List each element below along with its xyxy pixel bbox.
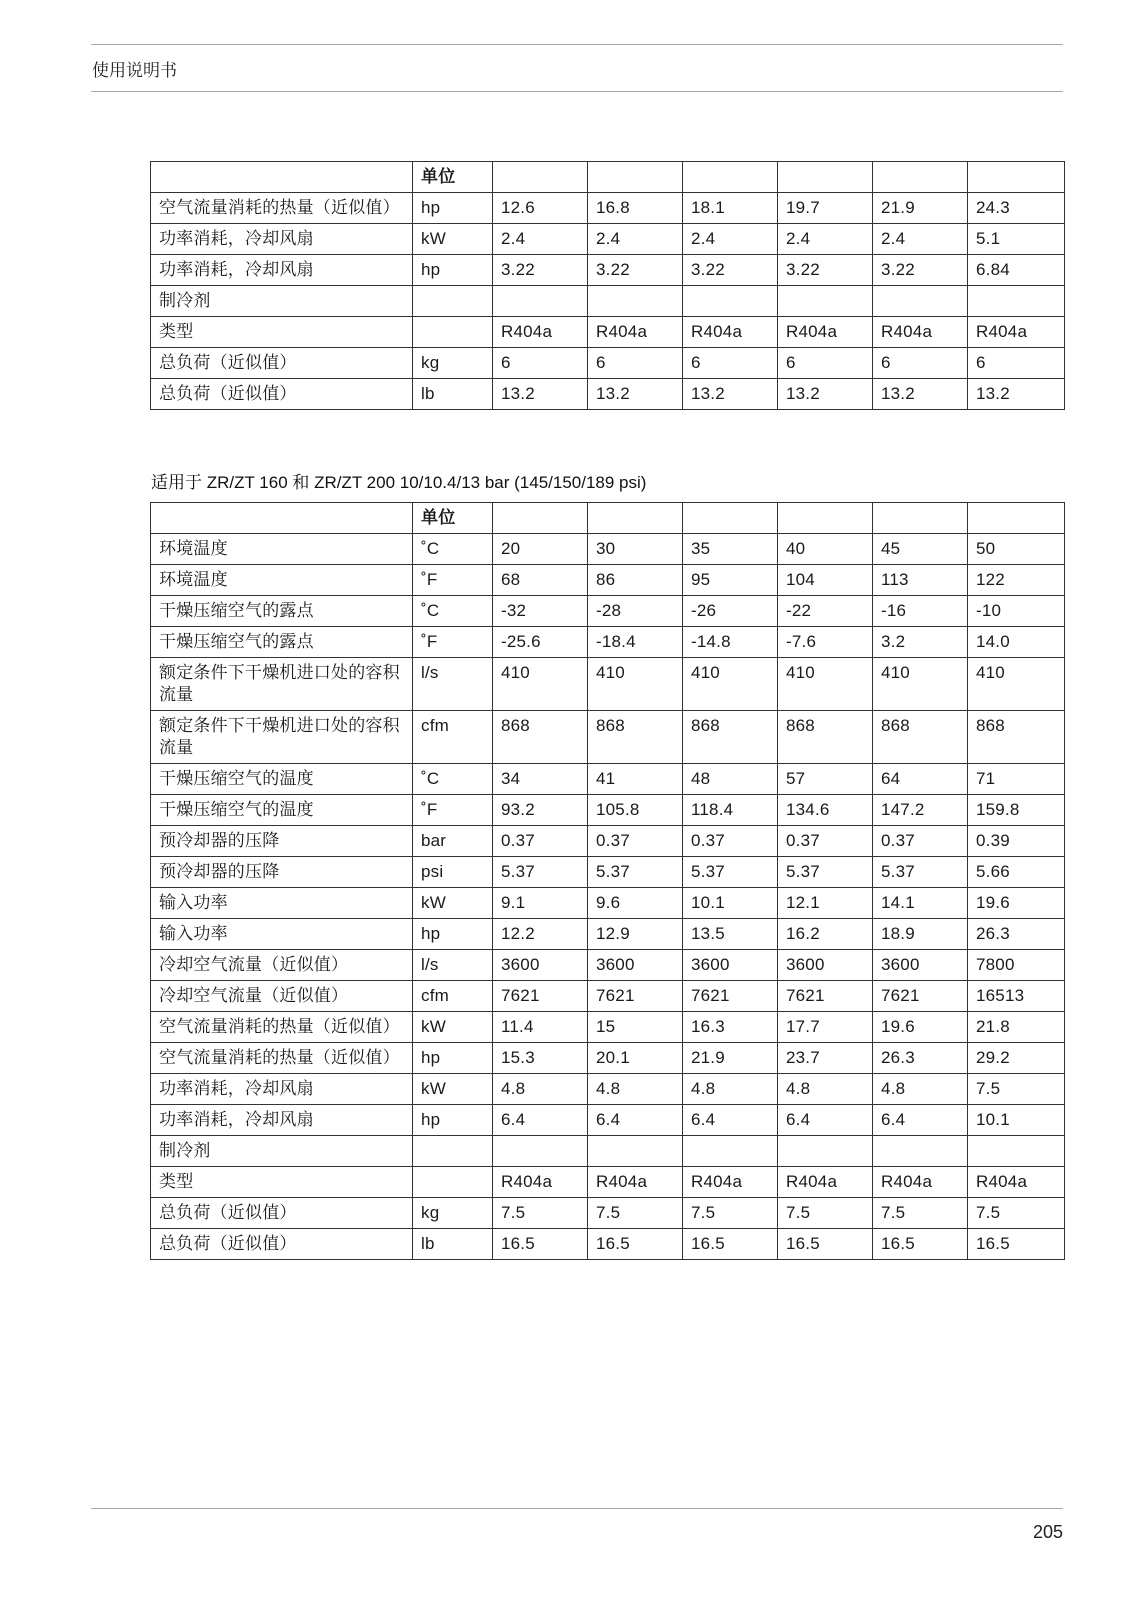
value-cell: R404a bbox=[968, 1167, 1065, 1198]
table-row bbox=[151, 981, 1065, 1012]
value-cell: 17.7 bbox=[778, 1012, 873, 1043]
table-header-row bbox=[151, 162, 1065, 193]
value-cell: 5.1 bbox=[968, 224, 1065, 255]
row-unit: kW bbox=[413, 1012, 493, 1043]
value-cell: 118.4 bbox=[683, 795, 778, 826]
value-cell: 12.9 bbox=[588, 919, 683, 950]
table-row bbox=[151, 764, 1065, 795]
value-cell: 134.6 bbox=[778, 795, 873, 826]
value-cell: 7621 bbox=[683, 981, 778, 1012]
value-cell: 868 bbox=[588, 711, 683, 764]
value-cell: 19.6 bbox=[873, 1012, 968, 1043]
value-cell: 71 bbox=[968, 764, 1065, 795]
value-cell: 410 bbox=[778, 658, 873, 711]
row-unit: l/s bbox=[413, 658, 493, 711]
spec-table-continued-body bbox=[151, 162, 1065, 410]
value-cell: 7.5 bbox=[493, 1198, 588, 1229]
table-row bbox=[151, 711, 1065, 764]
row-unit: bar bbox=[413, 826, 493, 857]
row-label: 干燥压缩空气的温度 bbox=[151, 764, 413, 795]
value-cell: 23.7 bbox=[778, 1043, 873, 1074]
header-empty-cell bbox=[493, 503, 588, 534]
value-cell: 13.2 bbox=[588, 379, 683, 410]
value-cell: 9.6 bbox=[588, 888, 683, 919]
value-cell: 13.2 bbox=[968, 379, 1065, 410]
row-label: 总负荷（近似值） bbox=[151, 348, 413, 379]
value-cell: 7800 bbox=[968, 950, 1065, 981]
value-cell: 15.3 bbox=[493, 1043, 588, 1074]
table-row bbox=[151, 534, 1065, 565]
table-row bbox=[151, 888, 1065, 919]
value-cell: -14.8 bbox=[683, 627, 778, 658]
value-cell: 6.4 bbox=[683, 1105, 778, 1136]
header-empty-cell bbox=[151, 162, 413, 193]
value-cell: 45 bbox=[873, 534, 968, 565]
value-cell: 21.9 bbox=[683, 1043, 778, 1074]
row-unit: kW bbox=[413, 224, 493, 255]
table-row bbox=[151, 348, 1065, 379]
value-cell: 10.1 bbox=[968, 1105, 1065, 1136]
value-cell: 6 bbox=[493, 348, 588, 379]
row-unit: cfm bbox=[413, 981, 493, 1012]
value-cell: 95 bbox=[683, 565, 778, 596]
value-cell: 16.5 bbox=[873, 1229, 968, 1260]
value-cell: 113 bbox=[873, 565, 968, 596]
table-row bbox=[151, 1198, 1065, 1229]
value-cell: R404a bbox=[683, 317, 778, 348]
row-label: 环境温度 bbox=[151, 534, 413, 565]
value-cell: 6 bbox=[873, 348, 968, 379]
header-empty-cell bbox=[968, 503, 1065, 534]
value-cell: 12.1 bbox=[778, 888, 873, 919]
value-cell: 0.37 bbox=[683, 826, 778, 857]
row-label: 总负荷（近似值） bbox=[151, 1198, 413, 1229]
value-cell: -25.6 bbox=[493, 627, 588, 658]
value-cell: 3.22 bbox=[493, 255, 588, 286]
header-empty-cell bbox=[493, 162, 588, 193]
value-cell: 11.4 bbox=[493, 1012, 588, 1043]
row-label: 功率消耗，冷却风扇 bbox=[151, 1105, 413, 1136]
value-cell: 4.8 bbox=[588, 1074, 683, 1105]
row-unit: hp bbox=[413, 1105, 493, 1136]
table-row bbox=[151, 627, 1065, 658]
value-cell bbox=[683, 286, 778, 317]
value-cell: 2.4 bbox=[778, 224, 873, 255]
header-empty-cell bbox=[873, 162, 968, 193]
value-cell: 122 bbox=[968, 565, 1065, 596]
value-cell: 10.1 bbox=[683, 888, 778, 919]
value-cell: 159.8 bbox=[968, 795, 1065, 826]
table-row bbox=[151, 1105, 1065, 1136]
value-cell: R404a bbox=[493, 1167, 588, 1198]
value-cell: 16.8 bbox=[588, 193, 683, 224]
value-cell: R404a bbox=[588, 1167, 683, 1198]
value-cell: -28 bbox=[588, 596, 683, 627]
value-cell bbox=[493, 1136, 588, 1167]
table-row bbox=[151, 379, 1065, 410]
table-row bbox=[151, 317, 1065, 348]
value-cell bbox=[778, 1136, 873, 1167]
value-cell: 6 bbox=[778, 348, 873, 379]
value-cell: R404a bbox=[873, 317, 968, 348]
value-cell: 4.8 bbox=[873, 1074, 968, 1105]
value-cell bbox=[493, 286, 588, 317]
value-cell: 6.4 bbox=[778, 1105, 873, 1136]
row-unit: kg bbox=[413, 1198, 493, 1229]
value-cell: 5.37 bbox=[493, 857, 588, 888]
value-cell bbox=[968, 1136, 1065, 1167]
row-label: 输入功率 bbox=[151, 888, 413, 919]
row-label: 干燥压缩空气的露点 bbox=[151, 627, 413, 658]
value-cell: -26 bbox=[683, 596, 778, 627]
value-cell: 105.8 bbox=[588, 795, 683, 826]
value-cell: 21.8 bbox=[968, 1012, 1065, 1043]
row-unit bbox=[413, 286, 493, 317]
header-empty-cell bbox=[873, 503, 968, 534]
value-cell: 64 bbox=[873, 764, 968, 795]
value-cell: 6.4 bbox=[588, 1105, 683, 1136]
value-cell: 6.84 bbox=[968, 255, 1065, 286]
value-cell: 3600 bbox=[778, 950, 873, 981]
value-cell: 20 bbox=[493, 534, 588, 565]
document-header-title: 使用说明书 bbox=[92, 61, 177, 81]
header-empty-cell bbox=[968, 162, 1065, 193]
value-cell bbox=[873, 286, 968, 317]
table-row bbox=[151, 224, 1065, 255]
value-cell: 13.5 bbox=[683, 919, 778, 950]
value-cell: 4.8 bbox=[493, 1074, 588, 1105]
value-cell: 13.2 bbox=[493, 379, 588, 410]
value-cell: 21.9 bbox=[873, 193, 968, 224]
value-cell: -10 bbox=[968, 596, 1065, 627]
value-cell: 410 bbox=[683, 658, 778, 711]
row-label: 额定条件下干燥机进口处的容积流量 bbox=[151, 711, 413, 764]
value-cell: R404a bbox=[873, 1167, 968, 1198]
value-cell: 5.66 bbox=[968, 857, 1065, 888]
row-label: 冷却空气流量（近似值） bbox=[151, 950, 413, 981]
table-row bbox=[151, 1043, 1065, 1074]
table-header-row bbox=[151, 503, 1065, 534]
header-empty-cell bbox=[778, 503, 873, 534]
value-cell: 868 bbox=[683, 711, 778, 764]
value-cell: 6 bbox=[588, 348, 683, 379]
value-cell: R404a bbox=[778, 317, 873, 348]
value-cell: R404a bbox=[493, 317, 588, 348]
value-cell: 0.39 bbox=[968, 826, 1065, 857]
table-row bbox=[151, 795, 1065, 826]
row-unit: ˚C bbox=[413, 764, 493, 795]
value-cell: 410 bbox=[588, 658, 683, 711]
row-unit: kg bbox=[413, 348, 493, 379]
row-unit bbox=[413, 1136, 493, 1167]
unit-column-header: 单位 bbox=[413, 503, 493, 534]
row-label: 制冷剂 bbox=[151, 286, 413, 317]
value-cell: 5.37 bbox=[683, 857, 778, 888]
footer-divider bbox=[91, 1508, 1063, 1509]
value-cell: 7621 bbox=[778, 981, 873, 1012]
value-cell: 5.37 bbox=[873, 857, 968, 888]
value-cell: 29.2 bbox=[968, 1043, 1065, 1074]
value-cell: 86 bbox=[588, 565, 683, 596]
value-cell: 12.6 bbox=[493, 193, 588, 224]
row-label: 空气流量消耗的热量（近似值） bbox=[151, 1012, 413, 1043]
value-cell: 30 bbox=[588, 534, 683, 565]
value-cell: 12.2 bbox=[493, 919, 588, 950]
row-label: 制冷剂 bbox=[151, 1136, 413, 1167]
value-cell: 48 bbox=[683, 764, 778, 795]
row-label: 类型 bbox=[151, 1167, 413, 1198]
value-cell: 6 bbox=[683, 348, 778, 379]
value-cell bbox=[968, 286, 1065, 317]
spec-table-zr-zt-160-200-body bbox=[151, 503, 1065, 1260]
row-unit: kW bbox=[413, 1074, 493, 1105]
value-cell: 7.5 bbox=[588, 1198, 683, 1229]
value-cell: 0.37 bbox=[873, 826, 968, 857]
value-cell: 3600 bbox=[588, 950, 683, 981]
value-cell: 34 bbox=[493, 764, 588, 795]
row-label: 额定条件下干燥机进口处的容积流量 bbox=[151, 658, 413, 711]
value-cell: 4.8 bbox=[683, 1074, 778, 1105]
table-row bbox=[151, 1229, 1065, 1260]
spec-table-zr-zt-160-200 bbox=[150, 502, 1065, 1260]
value-cell: 6.4 bbox=[873, 1105, 968, 1136]
value-cell: 15 bbox=[588, 1012, 683, 1043]
row-unit: hp bbox=[413, 1043, 493, 1074]
value-cell: 0.37 bbox=[493, 826, 588, 857]
value-cell: 16.5 bbox=[968, 1229, 1065, 1260]
row-unit: psi bbox=[413, 857, 493, 888]
value-cell: 41 bbox=[588, 764, 683, 795]
value-cell: 14.0 bbox=[968, 627, 1065, 658]
row-unit: l/s bbox=[413, 950, 493, 981]
value-cell: 35 bbox=[683, 534, 778, 565]
table-row bbox=[151, 596, 1065, 627]
value-cell: 68 bbox=[493, 565, 588, 596]
value-cell: R404a bbox=[968, 317, 1065, 348]
table-row bbox=[151, 919, 1065, 950]
table-row bbox=[151, 826, 1065, 857]
value-cell: 40 bbox=[778, 534, 873, 565]
value-cell: 3.22 bbox=[588, 255, 683, 286]
value-cell: 57 bbox=[778, 764, 873, 795]
table-row bbox=[151, 1074, 1065, 1105]
value-cell: 19.7 bbox=[778, 193, 873, 224]
header-empty-cell bbox=[778, 162, 873, 193]
value-cell: 3.22 bbox=[778, 255, 873, 286]
value-cell: 868 bbox=[968, 711, 1065, 764]
value-cell: 410 bbox=[873, 658, 968, 711]
value-cell: 2.4 bbox=[873, 224, 968, 255]
unit-column-header: 单位 bbox=[413, 162, 493, 193]
value-cell: 3.2 bbox=[873, 627, 968, 658]
value-cell: 16.5 bbox=[493, 1229, 588, 1260]
value-cell: R404a bbox=[683, 1167, 778, 1198]
value-cell: 13.2 bbox=[873, 379, 968, 410]
value-cell bbox=[588, 286, 683, 317]
row-label: 干燥压缩空气的温度 bbox=[151, 795, 413, 826]
value-cell bbox=[588, 1136, 683, 1167]
row-unit: kW bbox=[413, 888, 493, 919]
value-cell: 7621 bbox=[493, 981, 588, 1012]
value-cell: 868 bbox=[493, 711, 588, 764]
value-cell: -7.6 bbox=[778, 627, 873, 658]
value-cell: 20.1 bbox=[588, 1043, 683, 1074]
row-label: 功率消耗，冷却风扇 bbox=[151, 224, 413, 255]
table-row bbox=[151, 1136, 1065, 1167]
row-unit: lb bbox=[413, 1229, 493, 1260]
value-cell: 0.37 bbox=[778, 826, 873, 857]
table-row bbox=[151, 857, 1065, 888]
value-cell: 7.5 bbox=[968, 1074, 1065, 1105]
value-cell: 7.5 bbox=[968, 1198, 1065, 1229]
value-cell: 50 bbox=[968, 534, 1065, 565]
value-cell: 13.2 bbox=[683, 379, 778, 410]
value-cell: 2.4 bbox=[588, 224, 683, 255]
value-cell: 16.5 bbox=[683, 1229, 778, 1260]
value-cell: 26.3 bbox=[873, 1043, 968, 1074]
header-bottom-divider bbox=[91, 91, 1063, 92]
value-cell: 2.4 bbox=[493, 224, 588, 255]
value-cell: 6.4 bbox=[493, 1105, 588, 1136]
value-cell: R404a bbox=[778, 1167, 873, 1198]
header-empty-cell bbox=[588, 503, 683, 534]
row-unit: ˚C bbox=[413, 596, 493, 627]
header-empty-cell bbox=[683, 503, 778, 534]
value-cell: 7.5 bbox=[778, 1198, 873, 1229]
row-unit: lb bbox=[413, 379, 493, 410]
row-label: 总负荷（近似值） bbox=[151, 379, 413, 410]
table-row bbox=[151, 286, 1065, 317]
row-unit: ˚F bbox=[413, 565, 493, 596]
row-label: 总负荷（近似值） bbox=[151, 1229, 413, 1260]
value-cell: 7.5 bbox=[683, 1198, 778, 1229]
value-cell bbox=[873, 1136, 968, 1167]
value-cell: 4.8 bbox=[778, 1074, 873, 1105]
value-cell: 2.4 bbox=[683, 224, 778, 255]
row-label: 干燥压缩空气的露点 bbox=[151, 596, 413, 627]
value-cell: -16 bbox=[873, 596, 968, 627]
value-cell: 6 bbox=[968, 348, 1065, 379]
value-cell: 3.22 bbox=[873, 255, 968, 286]
row-label: 功率消耗，冷却风扇 bbox=[151, 1074, 413, 1105]
value-cell: 147.2 bbox=[873, 795, 968, 826]
table-row bbox=[151, 950, 1065, 981]
value-cell: 868 bbox=[778, 711, 873, 764]
value-cell: 7621 bbox=[588, 981, 683, 1012]
value-cell: 19.6 bbox=[968, 888, 1065, 919]
header-empty-cell bbox=[683, 162, 778, 193]
value-cell: 3.22 bbox=[683, 255, 778, 286]
value-cell: 93.2 bbox=[493, 795, 588, 826]
table-row bbox=[151, 658, 1065, 711]
row-label: 空气流量消耗的热量（近似值） bbox=[151, 193, 413, 224]
row-label: 功率消耗，冷却风扇 bbox=[151, 255, 413, 286]
value-cell: 14.1 bbox=[873, 888, 968, 919]
value-cell: 16.2 bbox=[778, 919, 873, 950]
value-cell: 5.37 bbox=[588, 857, 683, 888]
value-cell: 3600 bbox=[683, 950, 778, 981]
value-cell: 16.5 bbox=[588, 1229, 683, 1260]
row-unit: ˚C bbox=[413, 534, 493, 565]
table-row bbox=[151, 565, 1065, 596]
row-unit: ˚F bbox=[413, 795, 493, 826]
row-label: 预冷却器的压降 bbox=[151, 826, 413, 857]
value-cell: 868 bbox=[873, 711, 968, 764]
value-cell: -18.4 bbox=[588, 627, 683, 658]
value-cell: 0.37 bbox=[588, 826, 683, 857]
value-cell: 26.3 bbox=[968, 919, 1065, 950]
row-unit: cfm bbox=[413, 711, 493, 764]
row-unit bbox=[413, 1167, 493, 1198]
header-empty-cell bbox=[588, 162, 683, 193]
row-unit: hp bbox=[413, 255, 493, 286]
row-label: 空气流量消耗的热量（近似值） bbox=[151, 1043, 413, 1074]
value-cell: 410 bbox=[493, 658, 588, 711]
value-cell bbox=[778, 286, 873, 317]
table-row bbox=[151, 255, 1065, 286]
value-cell: 16.3 bbox=[683, 1012, 778, 1043]
value-cell: 410 bbox=[968, 658, 1065, 711]
row-label: 类型 bbox=[151, 317, 413, 348]
page-number: 205 bbox=[1032, 1522, 1063, 1542]
value-cell: -32 bbox=[493, 596, 588, 627]
table-row bbox=[151, 193, 1065, 224]
header-empty-cell bbox=[151, 503, 413, 534]
section-caption: 适用于 ZR/ZT 160 和 ZR/ZT 200 10/10.4/13 bar (145/150/189 psi) bbox=[151, 473, 647, 492]
value-cell: 24.3 bbox=[968, 193, 1065, 224]
value-cell: 18.1 bbox=[683, 193, 778, 224]
value-cell bbox=[683, 1136, 778, 1167]
value-cell: 16513 bbox=[968, 981, 1065, 1012]
value-cell: 104 bbox=[778, 565, 873, 596]
row-unit: hp bbox=[413, 193, 493, 224]
value-cell: 7.5 bbox=[873, 1198, 968, 1229]
table-row bbox=[151, 1012, 1065, 1043]
table-row bbox=[151, 1167, 1065, 1198]
row-label: 冷却空气流量（近似值） bbox=[151, 981, 413, 1012]
spec-table-continued bbox=[150, 161, 1065, 410]
value-cell: 7621 bbox=[873, 981, 968, 1012]
header-top-divider bbox=[91, 44, 1063, 45]
row-unit: ˚F bbox=[413, 627, 493, 658]
row-label: 预冷却器的压降 bbox=[151, 857, 413, 888]
value-cell: 16.5 bbox=[778, 1229, 873, 1260]
value-cell: 3600 bbox=[493, 950, 588, 981]
value-cell: 13.2 bbox=[778, 379, 873, 410]
row-label: 输入功率 bbox=[151, 919, 413, 950]
value-cell: -22 bbox=[778, 596, 873, 627]
row-label: 环境温度 bbox=[151, 565, 413, 596]
value-cell: R404a bbox=[588, 317, 683, 348]
row-unit: hp bbox=[413, 919, 493, 950]
value-cell: 18.9 bbox=[873, 919, 968, 950]
value-cell: 9.1 bbox=[493, 888, 588, 919]
value-cell: 5.37 bbox=[778, 857, 873, 888]
row-unit bbox=[413, 317, 493, 348]
value-cell: 3600 bbox=[873, 950, 968, 981]
